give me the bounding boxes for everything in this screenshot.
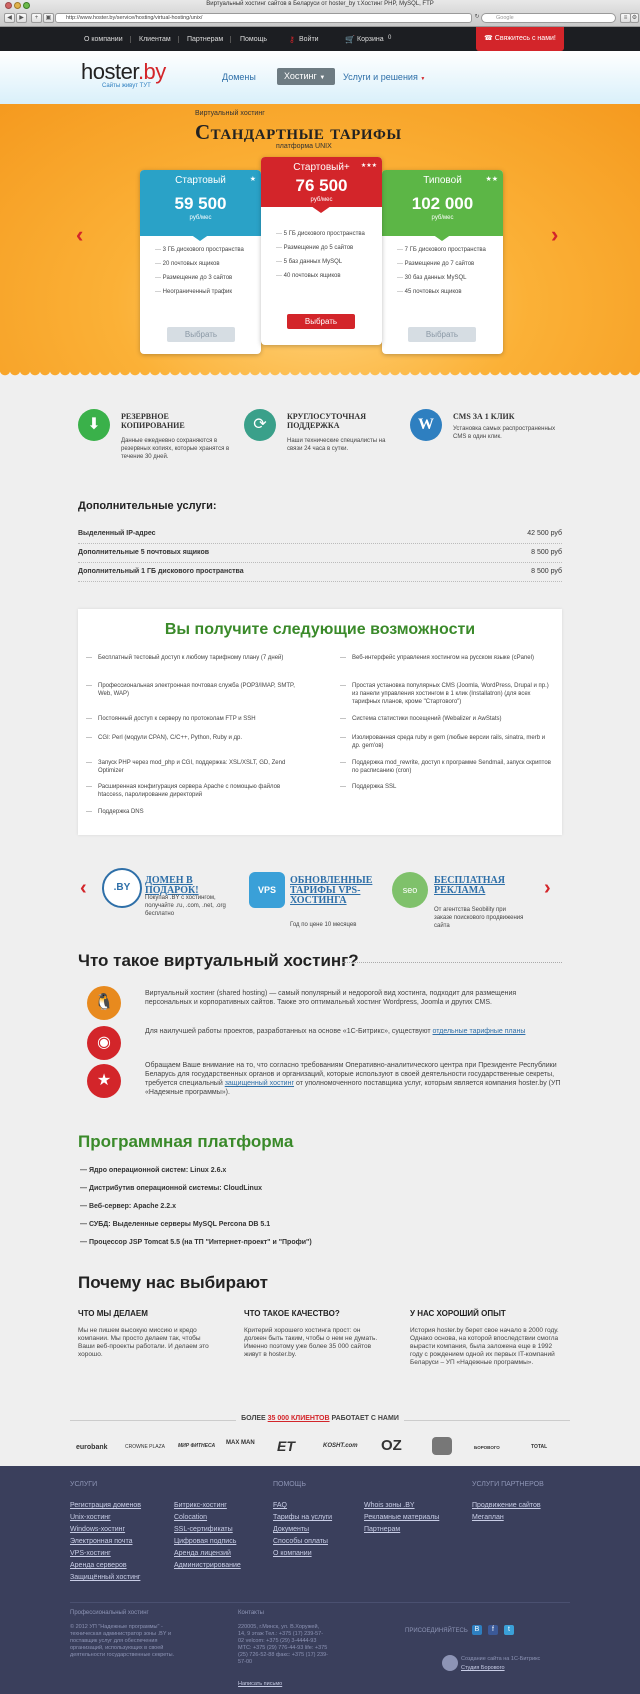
client-logo: OZ bbox=[381, 1437, 402, 1454]
settings-icon[interactable]: ⚙ bbox=[631, 15, 638, 21]
footer-link[interactable]: Мегаплан bbox=[472, 1514, 504, 1521]
forward-icon[interactable]: ▶ bbox=[16, 13, 27, 23]
footer-link[interactable]: Битрикс-хостинг bbox=[174, 1502, 227, 1509]
twitter-icon[interactable]: t bbox=[504, 1625, 514, 1635]
about-text-part: от уполномоченного поставщика услуг, которым является компания hoster.by (УП «Надежные программы»). bbox=[145, 1080, 561, 1096]
download-icon: ⬇ bbox=[78, 409, 110, 441]
plan-pointer bbox=[190, 234, 210, 241]
plan-price: 102 000 bbox=[411, 194, 474, 213]
clients-line bbox=[70, 1415, 570, 1422]
why-col-text: История hoster.by берет свое начало в 2000 году. Однако основа, на которой впоследствии смогла вырасти компания, была заложена еще в 1992 году с рождением одной их первых IT-компаний Беларуси – УП «Надежные программы». bbox=[410, 1327, 559, 1366]
select-plan-button[interactable]: Выбрать bbox=[167, 327, 235, 342]
hero-subtitle: Виртуальный хостинг bbox=[195, 110, 265, 117]
window-title: Виртуальный хостинг сайтов в Беларуси от hoster_by т.Хостинг PHP, MySQL, FTP bbox=[206, 1, 434, 7]
nav-hosting-label: Хостинг bbox=[284, 71, 317, 81]
feature-desc: Данные ежедневно сохраняются в резервных копиях, которые хранятся в течение 30 дней. bbox=[121, 438, 230, 460]
nav-hosting[interactable] bbox=[277, 68, 335, 85]
secure-hosting-link[interactable]: защищенный хостинг bbox=[224, 1080, 295, 1087]
add-tab-icon[interactable]: + bbox=[31, 13, 42, 23]
option-item: — Запуск PHP через mod_php и CGI, поддержка: XSL/XSLT, GD, Zend Optimizer bbox=[98, 759, 298, 775]
cart-icon: 🛒 bbox=[345, 35, 355, 44]
prev-arrow-icon[interactable]: ‹ bbox=[76, 222, 84, 247]
plan-feature: — 3 ГБ дискового пространства bbox=[155, 247, 255, 253]
star-icon: ★ bbox=[249, 176, 256, 183]
seo-icon: seo bbox=[392, 872, 428, 908]
extra-services-title: Дополнительные услуги: bbox=[78, 500, 217, 512]
feature-title: КРУГЛОСУТОЧНАЯ ПОДДЕРЖКА bbox=[287, 412, 366, 430]
plan-name: Типовой bbox=[423, 175, 462, 186]
plan-header bbox=[382, 170, 503, 236]
plan-unit: руб/мес bbox=[431, 215, 454, 221]
footer-link[interactable]: Аренда лицензий bbox=[174, 1550, 231, 1557]
clients-prefix: БОЛЕЕ bbox=[241, 1415, 266, 1422]
client-logo: МИР ФИТНЕСА bbox=[178, 1443, 216, 1449]
client-logo: TOTAL bbox=[531, 1444, 548, 1450]
nav-services-label: Услуги и решения bbox=[343, 72, 418, 82]
chevron-down-icon: ▼ bbox=[420, 76, 426, 82]
footer-link[interactable]: Unix-хостинг bbox=[70, 1514, 111, 1521]
plan-header bbox=[261, 157, 382, 207]
option-item: — Постоянный доступ к серверу по протоколам FTP и SSH bbox=[98, 715, 298, 723]
contact-us-label: Свяжитесь с нами! bbox=[494, 35, 556, 42]
footer-contacts-text: 220005, г.Минск, ул. В.Хоружей, 14, 9 этаж Тел.: +375 (17) 239-57-02 velcom: +375 (29) 3-4444-93 МТС: +375 (29) 776-44-93 life: +375 (25) 726-52-88 факс: +375 (17) 239-57-00 bbox=[238, 1624, 329, 1665]
studio-text: Создание сайта на 1С-Битрикс bbox=[461, 1656, 541, 1662]
plan-feature: — 7 ГБ дискового пространства bbox=[397, 247, 497, 253]
platform-item: — Веб-сервер: Apache 2.2.x bbox=[80, 1203, 176, 1210]
nav-services[interactable] bbox=[343, 72, 425, 82]
footer-link[interactable]: Администрирование bbox=[174, 1562, 241, 1569]
studio-logo-icon bbox=[442, 1655, 458, 1671]
footer-link[interactable]: Электронная почта bbox=[70, 1538, 133, 1545]
topbar-link-partners[interactable]: Партнерам bbox=[187, 36, 231, 43]
plan-feature: — Размещение до 3 сайтов bbox=[155, 275, 255, 281]
promo-desc: От агентства Seobility при заказе поискового продвижения сайта bbox=[434, 907, 524, 929]
footer-link[interactable]: Тарифы на услуги bbox=[273, 1514, 333, 1521]
footer-link[interactable]: Windows-хостинг bbox=[70, 1526, 126, 1533]
star-icon: ★★ bbox=[485, 176, 498, 183]
footer-link[interactable]: SSL-сертификаты bbox=[174, 1526, 233, 1533]
options-title: Вы получите следующие возможности bbox=[164, 621, 476, 638]
plan-pointer bbox=[432, 234, 452, 241]
option-item: — Простая установка популярных CMS (Joomla, WordPress, Drupal и пр.) из панели управления хостингом в 1 клик (Installatron) (для всех тарифных планов, кроме "Стартового") bbox=[352, 682, 552, 706]
plan-name: Стартовый bbox=[175, 175, 226, 186]
platform-item: — Ядро операционной систем: Linux 2.6.x bbox=[80, 1167, 226, 1174]
plan-feature: — 5 ГБ дискового пространства bbox=[276, 231, 376, 237]
promo-title[interactable]: БЕСПЛАТНАЯ РЕКЛАМА bbox=[434, 875, 505, 896]
bitrix-plans-link[interactable]: отдельные тарифные планы bbox=[432, 1028, 526, 1035]
close-window-icon[interactable] bbox=[5, 2, 12, 9]
shield-star-icon: ★ bbox=[87, 1064, 121, 1098]
footer-link[interactable]: FAQ bbox=[273, 1502, 288, 1509]
logo-text: hoster bbox=[81, 59, 138, 84]
bitrix-icon: ◉ bbox=[87, 1026, 121, 1060]
platform-item: — Процессор JSP Tomcat 5.5 (на ТП "Интернет-проект" и "Профи") bbox=[80, 1239, 312, 1246]
option-item: — Поддержка SSL bbox=[352, 783, 552, 791]
client-logo: CROWNE PLAZA bbox=[125, 1444, 166, 1450]
footer-heading: ПОМОЩЬ bbox=[273, 1481, 306, 1488]
option-item: — Бесплатный тестовый доступ к любому тарифному плану (7 дней) bbox=[98, 654, 298, 662]
cart-count: 0 bbox=[388, 35, 392, 41]
back-icon[interactable]: ◀ bbox=[4, 13, 15, 23]
about-text-part: Обращаем Ваше внимание на то, что согласно требованиям Оперативно-аналитического центра при Президенте Республики Беларусь для государственных органов и организаций, которые используют в своей деятельности государственные секреты, требуется специальный bbox=[145, 1062, 557, 1087]
platform-item: — СУБД: Выделенные серверы MySQL Percona DB 5.1 bbox=[80, 1221, 270, 1228]
footer-link[interactable]: VPS-хостинг bbox=[70, 1550, 111, 1557]
promo-next-icon[interactable]: › bbox=[544, 877, 551, 899]
about-text bbox=[145, 1061, 565, 1097]
footer-link[interactable]: Документы bbox=[273, 1526, 310, 1533]
service-price: 8 500 руб bbox=[531, 568, 562, 575]
footer-link[interactable]: Аренда серверов bbox=[70, 1562, 127, 1569]
plan-card-starter bbox=[140, 170, 261, 354]
client-logo: БОРОВОГО bbox=[474, 1445, 500, 1450]
about-text: Виртуальный хостинг (shared hosting) — самый популярный и недорогой вид хостинга, подходит для размещения персональных и корпоративных сайтов. Также это оптимальный хостинг Wordpress, Joomla и других CMS. bbox=[145, 990, 517, 1006]
footer-link[interactable]: Партнерам bbox=[364, 1526, 401, 1533]
service-price: 8 500 руб bbox=[531, 549, 562, 556]
plan-feature: — 5 баз данных MySQL bbox=[276, 259, 376, 265]
plan-price: 76 500 bbox=[295, 176, 348, 195]
option-item: — Система статистики посещений (Webalizer и AwStats) bbox=[352, 715, 552, 723]
linux-icon: 🐧 bbox=[87, 986, 121, 1020]
phone-icon: ☎ bbox=[484, 35, 495, 42]
menu-icon[interactable]: ≡ bbox=[620, 13, 631, 23]
key-icon: ⚷ bbox=[289, 35, 295, 44]
wordpress-icon: W bbox=[410, 409, 442, 441]
promo-prev-icon[interactable]: ‹ bbox=[80, 877, 87, 899]
topbar-link-clients[interactable]: Клиентам bbox=[139, 36, 179, 43]
maximize-window-icon[interactable] bbox=[23, 2, 30, 9]
plan-feature: — 30 баз данных MySQL bbox=[397, 275, 497, 281]
footer-heading: УСЛУГИ ПАРТНЕРОВ bbox=[472, 1481, 544, 1488]
client-logo: MAX MAN bbox=[226, 1440, 255, 1446]
cart-link[interactable]: Корзина bbox=[357, 36, 384, 43]
footer-link[interactable]: Регистрация доменов bbox=[70, 1502, 142, 1509]
client-logo: KOSHT.com bbox=[323, 1443, 358, 1449]
plan-feature: — 20 почтовых ящиков bbox=[155, 261, 255, 267]
why-col-title: У НАС ХОРОШИЙ ОПЫТ bbox=[410, 1309, 506, 1318]
slogan: Сайты живут ТУТ bbox=[102, 83, 151, 89]
browser-chrome bbox=[0, 0, 640, 27]
share-icon[interactable]: ▣ bbox=[43, 13, 54, 23]
option-item: — Расширенная конфигурация сервера Apache с помощью файлов htaccess, паролирование директорий bbox=[98, 783, 298, 799]
feature-desc: Установка самых распространенных CMS в один клик. bbox=[453, 426, 556, 440]
domain-gift-icon: .BY bbox=[102, 868, 142, 908]
plan-feature: — Неограниченный трафик bbox=[155, 289, 255, 295]
option-item: — Профессиональная электронная почтовая служба (POP3/IMAP, SMTP, Web, WAP) bbox=[98, 682, 298, 698]
platform-item: — Дистрибутив операционной системы: CloudLinux bbox=[80, 1185, 262, 1192]
plan-header bbox=[140, 170, 261, 236]
footer-link[interactable]: Colocation bbox=[174, 1514, 208, 1521]
plan-feature: — Размещение до 7 сайтов bbox=[397, 261, 497, 267]
why-col-title: ЧТО МЫ ДЕЛАЕМ bbox=[78, 1309, 148, 1318]
promo-desc: Покупая .BY с хостингом, получайте .ru, .com, .net, .org бесплатно bbox=[145, 895, 226, 917]
plan-pointer bbox=[311, 206, 331, 213]
about-text bbox=[145, 1027, 565, 1036]
plan-name: Стартовый+ bbox=[293, 162, 350, 173]
hero-title: Стандартные тарифы bbox=[195, 120, 402, 144]
why-col-text: Критерий хорошего хостинга прост: он должен быть таким, чтобы о нем не думать. Именно поэтому уже более 35 000 сайтов живут в hoster.by. bbox=[244, 1327, 378, 1358]
divider bbox=[342, 962, 562, 963]
extra-service-row bbox=[78, 530, 562, 544]
option-item: — Поддержка mod_rewrite, доступ к программе Sendmail, запуск скриптов по расписанию (cron) bbox=[352, 759, 552, 775]
promo-title[interactable]: ДОМЕН В ПОДАРОК! bbox=[145, 875, 199, 896]
plan-feature: — 40 почтовых ящиков bbox=[276, 273, 376, 279]
footer-link[interactable]: Способы оплаты bbox=[273, 1538, 328, 1545]
about-title: Что такое виртуальный хостинг? bbox=[78, 951, 359, 970]
service-price: 42 500 руб bbox=[527, 530, 562, 537]
about-text-part: Для наилучшей работы проектов, разработанных на основе «1С-Битрикс», существуют bbox=[145, 1028, 431, 1035]
topbar-link-help[interactable]: Помощь bbox=[240, 36, 268, 43]
service-name: Выделенный IP-адрес bbox=[78, 530, 156, 537]
logo-tld: .by bbox=[137, 59, 166, 84]
client-logo: ET bbox=[277, 1438, 295, 1454]
star-icon: ★★★ bbox=[360, 163, 377, 169]
footer-link[interactable]: Whois зоны .BY bbox=[364, 1502, 415, 1509]
why-title: Почему нас выбирают bbox=[78, 1273, 268, 1292]
why-col-text: Мы не пишем высокую миссию и кредо компании. Мы просто делаем так, чтобы Ваши веб-проекты работали. И делаем это хорошо. bbox=[78, 1327, 209, 1358]
service-name: Дополнительный 1 ГБ дискового пространства bbox=[78, 568, 244, 575]
facebook-icon[interactable]: f bbox=[488, 1625, 498, 1635]
select-plan-button[interactable]: Выбрать bbox=[287, 314, 355, 329]
promo-title[interactable]: ОБНОВЛЕННЫЕ ТАРИФЫ VPS-ХОСТИНГА bbox=[290, 875, 373, 906]
feature-title: CMS ЗА 1 КЛИК bbox=[453, 412, 515, 421]
reload-icon[interactable]: ↻ bbox=[474, 14, 480, 20]
client-logo: eurobank bbox=[76, 1444, 108, 1451]
feature-title: РЕЗЕРВНОЕ КОПИРОВАНИЕ bbox=[121, 412, 185, 430]
footer-heading: УСЛУГИ bbox=[70, 1481, 98, 1488]
select-plan-button[interactable]: Выбрать bbox=[408, 327, 476, 342]
address-bar[interactable]: http://www.hoster.by/service/hosting/virtual-hosting/unix/ bbox=[55, 13, 472, 23]
site-logo[interactable] bbox=[81, 59, 166, 85]
footer-company-text: © 2012 УП "Надежные программы" - техническая администратор зоны .BY и поставщик услуг для обеспечения организаций, использующих в своей деятельности государственные секреты. bbox=[70, 1624, 175, 1658]
clients-count-link[interactable]: 35 000 КЛИЕНТОВ bbox=[267, 1415, 330, 1422]
footer-link[interactable]: Цифровая подпись bbox=[174, 1538, 237, 1545]
plan-feature: — 45 почтовых ящиков bbox=[397, 289, 497, 295]
option-item: — Веб-интерфейс управления хостингом на русском языке (cPanel) bbox=[352, 654, 552, 662]
plan-unit: руб/мес bbox=[310, 197, 333, 203]
client-logo bbox=[432, 1437, 452, 1455]
extra-service-row bbox=[78, 568, 562, 582]
extra-service-row bbox=[78, 549, 562, 563]
plan-card-standard bbox=[382, 170, 503, 354]
vps-icon: VPS bbox=[249, 872, 285, 908]
service-name: Дополнительные 5 почтовых ящиков bbox=[78, 549, 210, 556]
plan-price: 59 500 bbox=[174, 194, 227, 213]
why-col-title: ЧТО ТАКОЕ КАЧЕСТВО? bbox=[244, 1309, 340, 1318]
hero-wave bbox=[0, 370, 640, 386]
option-item: — CGI: Perl (модули CPAN), C/C++, Python, Ruby и др. bbox=[98, 734, 298, 742]
promo-desc: Год по цене 10 месяцев bbox=[290, 922, 357, 928]
next-arrow-icon[interactable]: › bbox=[551, 222, 559, 247]
footer-link[interactable]: Защищённый хостинг bbox=[70, 1574, 141, 1581]
clients-suffix: РАБОТАЕТ С НАМИ bbox=[331, 1415, 399, 1422]
option-item: — Изолированная среда ruby и gem (любые версии rails, sinatra, merb и др. gem'ов) bbox=[352, 734, 552, 750]
footer-link[interactable]: Продвижение сайтов bbox=[472, 1502, 541, 1509]
contact-us-button[interactable] bbox=[476, 27, 564, 51]
footer-link[interactable]: О компании bbox=[273, 1550, 312, 1557]
footer-link[interactable]: Рекламные материалы bbox=[364, 1514, 440, 1521]
feature-desc: Наши технические специалисты на связи 24 часа в сутки. bbox=[287, 438, 386, 452]
divider bbox=[70, 1602, 570, 1603]
search-input[interactable]: Google bbox=[481, 13, 616, 23]
minimize-window-icon[interactable] bbox=[14, 2, 21, 9]
social-label: ПРИСОЕДИНЯЙТЕСЬ bbox=[405, 1628, 468, 1634]
plan-unit: руб/мес bbox=[189, 215, 212, 221]
clock-icon: ⟳ bbox=[244, 409, 276, 441]
footer-heading: Профессиональный хостинг bbox=[70, 1610, 149, 1616]
hero-platform: платформа UNIX bbox=[276, 143, 332, 150]
login-link[interactable]: Войти bbox=[299, 36, 319, 43]
option-item: — Поддержка DNS bbox=[98, 808, 298, 816]
write-letter-link[interactable]: Написать письмо bbox=[238, 1681, 283, 1687]
plan-feature: — Размещение до 5 сайтов bbox=[276, 245, 376, 251]
footer-heading: Контакты bbox=[238, 1610, 264, 1616]
platform-title: Программная платформа bbox=[78, 1132, 294, 1151]
chevron-down-icon: ▼ bbox=[319, 75, 326, 81]
topbar-link-about[interactable]: О компании bbox=[84, 36, 131, 43]
options-box bbox=[78, 609, 562, 835]
studio-link[interactable]: Студия Борового bbox=[461, 1665, 505, 1671]
nav-domains[interactable]: Домены bbox=[222, 72, 256, 82]
vk-icon[interactable]: В bbox=[472, 1625, 482, 1635]
plan-card-starter-plus bbox=[261, 157, 382, 345]
